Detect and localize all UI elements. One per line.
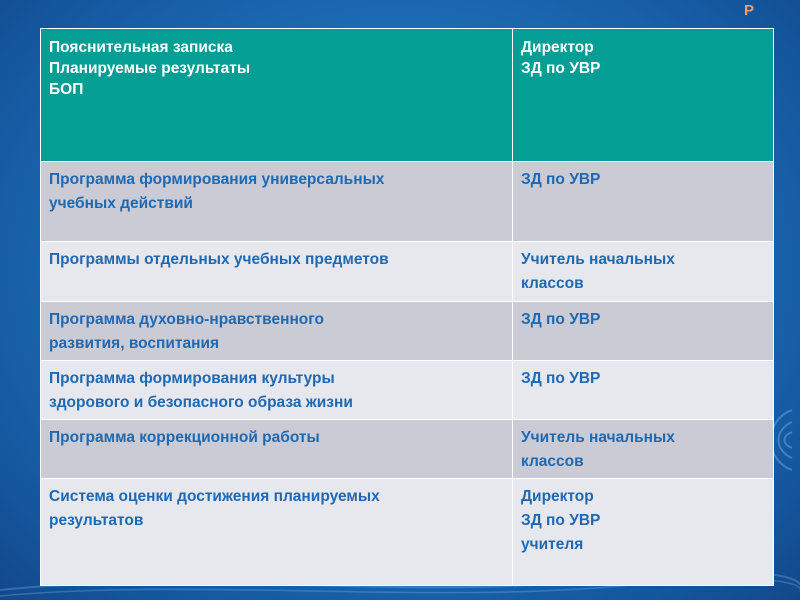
table-row (41, 162, 774, 242)
responsible-cell (513, 162, 774, 242)
program-cell (41, 420, 513, 479)
responsible-line: ЗД по УВР (521, 370, 601, 387)
program-line: Программа формирования универсальных (49, 171, 385, 188)
responsible-cell (513, 361, 774, 420)
program-cell (41, 361, 513, 420)
header-right-line: ЗД по УВР (521, 60, 601, 77)
header-row (41, 29, 774, 162)
table-row (41, 479, 774, 586)
responsible-cell (513, 479, 774, 586)
program-cell (41, 479, 513, 586)
program-cell (41, 242, 513, 302)
responsible-line: ЗД по УВР (521, 512, 601, 529)
responsible-line: Учитель начальных (521, 251, 675, 268)
table-row (41, 242, 774, 302)
responsible-line: учителя (521, 536, 584, 553)
header-right-line: Директор (521, 39, 594, 56)
header-left-line: Планируемые результаты (49, 60, 251, 77)
program-cell (41, 302, 513, 361)
program-line: Система оценки достижения планируемых (49, 488, 380, 505)
responsible-cell (513, 420, 774, 479)
header-left-cell (41, 29, 513, 162)
program-cell (41, 162, 513, 242)
responsible-line: Директор (521, 488, 594, 505)
header-left-line: БОП (49, 81, 84, 98)
program-line: учебных действий (49, 195, 193, 212)
program-line: Программа духовно-нравственного (49, 311, 324, 328)
responsible-cell (513, 242, 774, 302)
responsible-line: классов (521, 453, 584, 470)
responsible-line: ЗД по УВР (521, 311, 601, 328)
responsible-line: Учитель начальных (521, 429, 675, 446)
responsible-line: классов (521, 275, 584, 292)
table-row (41, 420, 774, 479)
responsibility-table (40, 28, 774, 586)
responsible-cell (513, 302, 774, 361)
responsible-line: ЗД по УВР (521, 171, 601, 188)
program-line: Программа формирования культуры (49, 370, 335, 387)
header-left-line: Пояснительная записка (49, 39, 233, 56)
table-row (41, 361, 774, 420)
program-line: здорового и безопасного образа жизни (49, 394, 353, 411)
corner-letter: Р (744, 2, 755, 19)
program-line: результатов (49, 512, 144, 529)
program-line: Программы отдельных учебных предметов (49, 251, 389, 268)
program-line: развития, воспитания (49, 335, 220, 352)
header-right-cell (513, 29, 774, 162)
table-row (41, 302, 774, 361)
program-line: Программа коррекционной работы (49, 429, 320, 446)
